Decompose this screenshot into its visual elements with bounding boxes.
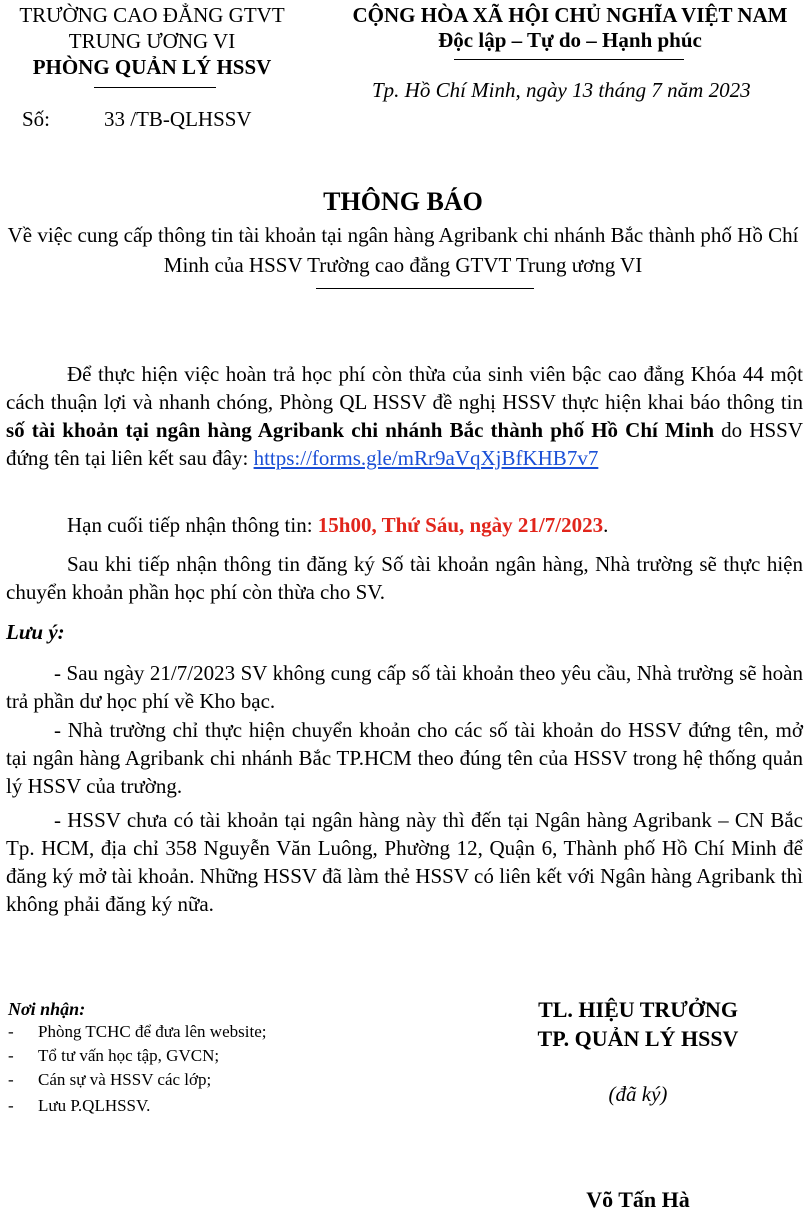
body-paragraph-3: Sau khi tiếp nhận thông tin đăng ký Số tài khoản ngân hàng, Nhà trường sẽ thực hiện chuyển khoản phần học phí còn thừa cho SV.: [6, 552, 803, 604]
recipient-dash: -: [8, 1022, 14, 1041]
p1-tail: do HSSV đứng tên tại liên kết sau đây:: [6, 418, 803, 470]
document-title: THÔNG BÁO: [323, 187, 483, 216]
school-name-line1: TRƯỜNG CAO ĐẲNG GTVT: [19, 3, 285, 27]
form-link[interactable]: https://forms.gle/mRr9aVqXjBfKHB7v7: [253, 446, 599, 470]
recipient-dash: -: [8, 1046, 14, 1065]
header-left-divider: [94, 87, 216, 88]
p1-bold-text: số tài khoản tại ngân hàng Agribank chi nhánh Bắc thành phố Hồ Chí Minh: [6, 418, 715, 442]
signature-title-2: TP. QUẢN LÝ HSSV: [537, 1026, 739, 1051]
deadline-paragraph: [6, 511, 803, 539]
recipient-text: Phòng TCHC để đưa lên website;: [38, 1022, 267, 1041]
school-name-line2: TRUNG ƯƠNG VI: [68, 29, 236, 53]
recipient-item: [8, 1021, 266, 1043]
title-divider: [316, 288, 534, 289]
signer-name: Võ Tấn Hà: [586, 1187, 690, 1212]
header-right-divider: [454, 59, 684, 60]
recipient-text: Cán sự và HSSV các lớp;: [38, 1070, 212, 1089]
deadline-end: .: [603, 513, 609, 537]
signed-note: (đã ký): [608, 1082, 668, 1106]
national-title: CỘNG HÒA XÃ HỘI CHỦ NGHĨA VIỆT NAM: [352, 3, 788, 27]
body-paragraph-1: [6, 360, 803, 472]
place-date: Tp. Hồ Chí Minh, ngày 13 tháng 7 năm 2023: [372, 78, 751, 102]
deadline-label: Hạn cuối tiếp nhận thông tin:: [67, 513, 318, 537]
signature-title-1: TL. HIỆU TRƯỞNG: [538, 997, 738, 1022]
document-number: 33 /TB-QLHSSV: [104, 107, 252, 131]
document-number-label: Số:: [22, 107, 51, 131]
note-item: - Nhà trường chỉ thực hiện chuyển khoản cho các số tài khoản do HSSV đứng tên, mở tại ngân hàng Agribank chi nhánh Bắc TP.HCM theo đúng tên của HSSV trong hệ thống quản lý HSSV của trường.: [6, 718, 803, 798]
recipient-text: Lưu P.QLHSSV.: [38, 1096, 151, 1115]
recipient-text: Tổ tư vấn học tập, GVCN;: [38, 1046, 220, 1065]
p1-text: Để thực hiện việc hoàn trả học phí còn thừa của sinh viên bậc cao đẳng Khóa 44 một cách thuận lợi và nhanh chóng, Phòng QL HSSV đề nghị HSSV thực hiện khai báo thông tin: [6, 362, 803, 414]
department-name: PHÒNG QUẢN LÝ HSSV: [32, 55, 272, 79]
note-title: Lưu ý:: [6, 620, 65, 644]
deadline-value: 15h00, Thứ Sáu, ngày 21/7/2023: [317, 513, 604, 537]
recipient-dash: -: [8, 1096, 14, 1115]
recipient-dash: -: [8, 1070, 14, 1089]
national-motto: Độc lập – Tự do – Hạnh phúc: [438, 28, 702, 52]
recipient-item: [8, 1095, 150, 1117]
recipient-item: [8, 1069, 211, 1091]
note-item: - HSSV chưa có tài khoản tại ngân hàng này thì đến tại Ngân hàng Agribank – CN Bắc Tp. HCM, địa chỉ 358 Nguyễn Văn Luông, Phường 12, Quận 6, Thành phố Hồ Chí Minh để đăng ký mở tài khoản. Những HSSV đã làm thẻ HSSV có liên kết với Ngân hàng Agribank thì không phải đăng ký nữa.: [6, 808, 803, 916]
document-subject: Về việc cung cấp thông tin tài khoản tại ngân hàng Agribank chi nhánh Bắc thành phố Hồ Chí Minh của HSSV Trường cao đẳng GTVT Trung ương VI: [7, 223, 799, 277]
recipient-item: [8, 1045, 219, 1067]
note-item: - Sau ngày 21/7/2023 SV không cung cấp số tài khoản theo yêu cầu, Nhà trường sẽ hoàn trả phần dư học phí về Kho bạc.: [6, 661, 803, 713]
recipients-title: Nơi nhận:: [8, 999, 86, 1019]
